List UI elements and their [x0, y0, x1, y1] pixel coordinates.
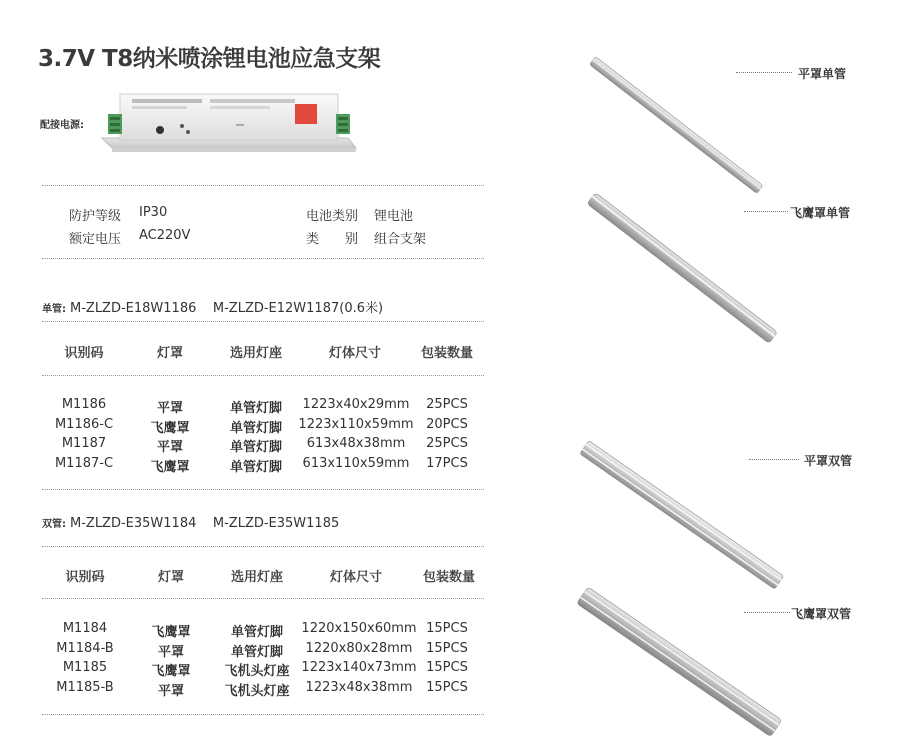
double-header-holder: 选用灯座 [230, 570, 284, 585]
double-series-tag: 双管: [42, 519, 66, 530]
divider [42, 714, 484, 715]
single-header-size: 灯体尺寸 [328, 346, 382, 361]
single-row-cell-size: 1223x110x59mm [298, 416, 414, 432]
divider [42, 546, 484, 547]
single-row-cell-size: 613x110x59mm [302, 455, 410, 471]
single-row-cell-size: 613x48x38mm [306, 436, 406, 451]
spec-protection-label: 防护等级 [69, 209, 122, 224]
tube-label-flat-double: 平罩双管 [804, 454, 853, 468]
double-row-cell-size: 1223x140x73mm [301, 660, 417, 675]
double-row-cell-code: M1185 [62, 660, 108, 675]
spec-battery-label: 电池类别 [306, 209, 359, 224]
single-row-cell-size: 1223x40x29mm [302, 397, 410, 412]
single-series-models: M-ZLZD-E18W1186 M-ZLZD-E12W1187(0.6米) [70, 301, 384, 316]
divider [42, 375, 484, 376]
power-supply-label: 配接电源: [40, 120, 84, 131]
single-row-cell-code: M1187-C [54, 455, 114, 471]
power-supply-image [100, 86, 358, 184]
tube-image-flat-single [590, 53, 765, 192]
tube-image-eagle-double [576, 586, 783, 738]
double-header-cover: 灯罩 [157, 570, 185, 585]
double-row-cell-code: M1184-B [56, 640, 114, 656]
single-row-cell-cover: 飞鹰罩 [150, 459, 190, 475]
single-row-cell-cover: 平罩 [156, 440, 184, 455]
double-row-cell-size: 1220x80x28mm [305, 640, 413, 656]
tube-label-leader [736, 72, 792, 73]
page-title: 3.7V T8纳米喷涂锂电池应急支架 [38, 46, 381, 72]
double-row-cell-holder: 单管灯脚 [230, 625, 284, 640]
double-row-cell-qty: 15PCS [426, 621, 468, 636]
single-row-cell-qty: 17PCS [426, 455, 468, 471]
double-header-qty: 包装数量 [422, 570, 476, 585]
double-row-cell-holder: 飞机头灯座 [224, 664, 290, 679]
single-header-qty: 包装数量 [420, 346, 474, 361]
single-row-cell-cover: 平罩 [156, 401, 184, 416]
single-row-cell-code: M1186 [61, 397, 107, 412]
single-row-cell-holder: 单管灯脚 [229, 420, 283, 436]
single-row-cell-holder: 单管灯脚 [229, 459, 283, 475]
double-row-cell-code: M1185-B [56, 679, 114, 695]
tube-label-flat-single: 平罩单管 [798, 67, 847, 81]
single-row-cell-code: M1187 [61, 436, 107, 451]
double-row-cell-holder: 单管灯脚 [230, 644, 284, 660]
double-row-cell-qty: 15PCS [426, 640, 468, 656]
tube-label-eagle-double: 飞鹰罩双管 [791, 607, 852, 621]
divider [42, 598, 484, 599]
tube-label-leader [744, 211, 788, 212]
spec-battery-value: 锂电池 [374, 209, 414, 224]
spec-protection-value: IP30 [139, 205, 168, 220]
tube-image-flat-double [579, 440, 785, 591]
double-header-size: 灯体尺寸 [329, 570, 383, 585]
single-row-cell-holder: 单管灯脚 [229, 401, 283, 416]
single-header-holder: 选用灯座 [229, 346, 283, 361]
single-header-cover: 灯罩 [156, 346, 184, 361]
single-row-cell-cover: 飞鹰罩 [150, 420, 190, 436]
spec-type-label: 类 别 [306, 232, 359, 247]
single-row-cell-qty: 20PCS [426, 416, 468, 432]
spec-voltage-value: AC220V [139, 228, 191, 243]
single-row-cell-code: M1186-C [54, 416, 114, 432]
double-row-cell-cover: 平罩 [157, 683, 185, 699]
single-series-tag: 单管: [42, 304, 66, 315]
double-series-models: M-ZLZD-E35W1184 M-ZLZD-E35W1185 [70, 516, 340, 531]
single-row-cell-qty: 25PCS [426, 397, 468, 412]
spec-type-value: 组合支架 [374, 232, 427, 247]
divider [42, 258, 484, 259]
divider [42, 321, 484, 322]
single-series-line [42, 297, 383, 316]
double-row-cell-cover: 飞鹰罩 [151, 664, 191, 679]
tube-label-eagle-single: 飞鹰罩单管 [790, 206, 851, 220]
divider [42, 185, 484, 186]
single-row-cell-qty: 25PCS [426, 436, 468, 451]
double-row-cell-holder: 飞机头灯座 [224, 683, 290, 699]
divider [42, 489, 484, 490]
double-row-cell-code: M1184 [62, 621, 108, 636]
double-row-cell-qty: 15PCS [426, 679, 468, 695]
double-header-code: 识别码 [65, 570, 105, 585]
tube-label-leader [749, 459, 799, 460]
double-row-cell-size: 1223x48x38mm [305, 679, 413, 695]
double-row-cell-cover: 飞鹰罩 [151, 625, 191, 640]
single-header-code: 识别码 [64, 346, 104, 361]
double-series-line [42, 512, 339, 531]
double-row-cell-size: 1220x150x60mm [301, 621, 417, 636]
double-row-cell-qty: 15PCS [426, 660, 468, 675]
single-row-cell-holder: 单管灯脚 [229, 440, 283, 455]
tube-image-eagle-single [586, 192, 778, 345]
double-row-cell-cover: 平罩 [157, 644, 185, 660]
spec-voltage-label: 额定电压 [69, 232, 122, 247]
tube-label-leader [744, 612, 790, 613]
